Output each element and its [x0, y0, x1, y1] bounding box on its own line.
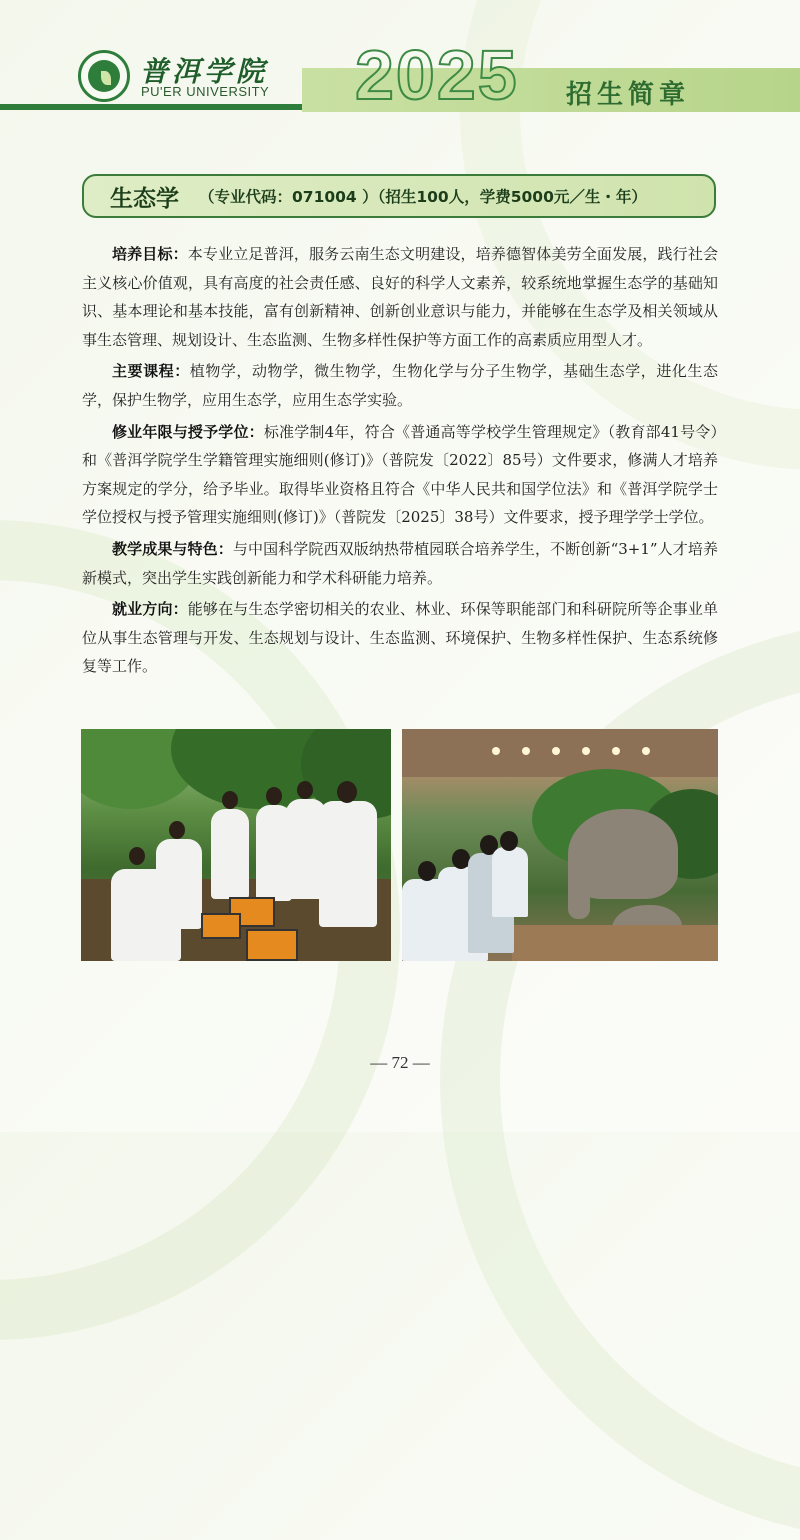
section-text: 与中国科学院西双版纳热带植园联合培养学生，不断创新“3+1”人才培养新模式，突出学生实践创新能力和学术科研能力培养。: [82, 539, 718, 587]
section-text: 标准学制4年，符合《普通高等学校学生管理规定》（教育部41号令）和《普洱学院学生学籍管理实施细则(修订)》（普院发〔2022〕85号）文件要求，修满人才培养方案规定的学分，给予毕业。取得毕业资格且符合《中华人民共和国学位法》和《普洱学院学士学位授权与授予管理实施细则(修订)》（普院发〔2025〕38号）文件要求，授予理学学士学位。: [82, 422, 718, 527]
section-main-courses: [82, 357, 718, 414]
section-label: 培养目标：: [112, 245, 188, 263]
section-teaching-features: [82, 535, 718, 592]
section-label: 就业方向：: [112, 600, 188, 619]
section-study-length-degree: [82, 418, 718, 532]
school-name-cn: 普洱学院: [140, 55, 269, 88]
header-divider: [0, 104, 302, 110]
section-training-goal: [82, 240, 718, 354]
section-label: 修业年限与授予学位：: [112, 422, 264, 441]
major-title-box: [82, 174, 716, 218]
year-label: 2025: [355, 36, 519, 114]
photo-field-research: [81, 729, 391, 961]
page-number: — 72 —: [370, 1053, 430, 1072]
section-label: 教学成果与特色：: [112, 539, 233, 558]
brochure-title: 招生简章: [566, 80, 691, 110]
university-seal-icon: [78, 50, 130, 102]
section-label: 主要课程：: [112, 362, 190, 381]
photo-museum-visit: [402, 729, 718, 961]
school-name-en: PU'ER UNIVERSITY: [141, 84, 270, 99]
major-description: [82, 240, 718, 684]
major-name: 生态学: [110, 185, 179, 212]
section-text: 本专业立足普洱，服务云南生态文明建设，培养德智体美劳全面发展，践行社会主义核心价值观，具有高度的社会责任感、良好的科学人文素养，较系统地掌握生态学的基础知识、基本理论和基本技能，富有创新精神、创新创业意识与能力，并能够在生态学及相关领域从事生态管理、规划设计、生态监测、生物多样性保护等方面工作的高素质应用型人才。: [82, 245, 718, 349]
section-text: 植物学，动物学，微生物学，生物化学与分子生物学，基础生态学，进化生态学，保护生物学，应用生态学，应用生态学实验。: [82, 362, 718, 409]
section-career-direction: [82, 595, 718, 681]
section-text: 能够在与生态学密切相关的农业、林业、环保等职能部门和科研院所等企事业单位从事生态管理与开发、生态规划与设计、生态监测、环境保护、生物多样性保护、生态系统修复等工作。: [82, 600, 718, 676]
major-meta: （专业代码：071004 ）（招生100人，学费5000元／生・年）: [199, 188, 647, 206]
